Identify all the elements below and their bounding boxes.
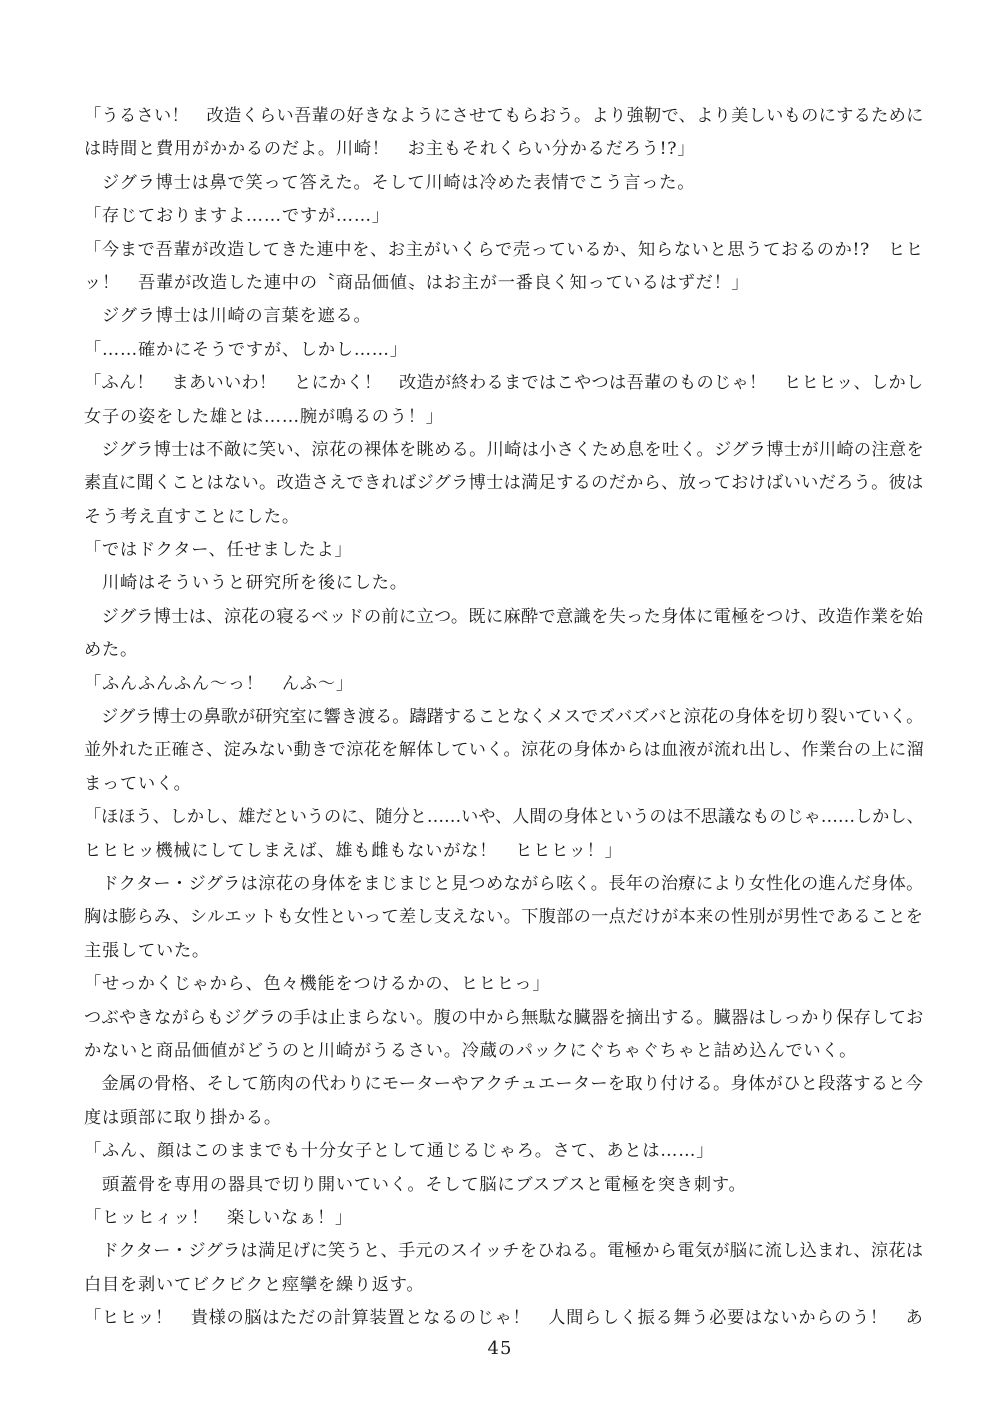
text-line: 度は頭部に取り掛かる。: [84, 1107, 282, 1128]
text-line: 主張していた。: [84, 940, 210, 961]
text-line: 金属の骨格、そして筋肉の代わりにモーターやアクチュエーターを取り付ける。身体がひと段落すると今: [84, 1074, 924, 1095]
text-line: かないと商品価値がどうのと川崎がうるさい。冷蔵のパックにぐちゃぐちゃと詰め込んでいく。: [84, 1040, 858, 1061]
page-number: 45: [487, 1338, 513, 1359]
text-line: 「今まで吾輩が改造してきた連中を、お主がいくらで売っているか、知らないと思うておるのか!? ヒヒ: [84, 239, 924, 260]
text-line: 「うるさい！ 改造くらい吾輩の好きなようにさせてもらおう。より強靭で、より美しいものにするために: [84, 106, 924, 126]
text-line: 「ふん！ まあいいわ！ とにかく！ 改造が終わるまではこやつは吾輩のものじゃ！ ヒヒヒッ、しかし: [84, 373, 924, 394]
text-line: つぶやきながらもジグラの手は止まらない。腹の中から無駄な臓器を摘出する。臓器はしっかり保存してお: [84, 1007, 924, 1028]
text-line: 頭蓋骨を専用の器具で切り開いていく。そして脳にブスブスと電極を突き刺す。: [84, 1174, 747, 1195]
text-line: まっていく。: [84, 773, 192, 794]
text-line: ヒヒヒッ機械にしてしまえば、雄も雌もないがな！ ヒヒヒッ！」: [84, 840, 623, 861]
text-line: 「……確かにそうですが、しかし……」: [84, 339, 408, 360]
text-line: ドクター・ジグラは涼花の身体をまじまじと見つめながら呟く。長年の治療により女性化の進んだ身体。: [84, 873, 924, 894]
text-line: 胸は膨らみ、シルエットも女性といって差し支えない。下腹部の一点だけが本来の性別が男性であることを: [84, 907, 924, 928]
text-line: 「ほほう、しかし、雄だというのに、随分と……いや、人間の身体というのは不思議なものじゃ……しかし、: [84, 807, 924, 828]
text-line: そう考え直すことにした。: [84, 506, 300, 527]
text-line: ジグラ博士は不敵に笑い、涼花の裸体を眺める。川崎は小さくため息を吐く。ジグラ博士が川崎の注意を: [84, 439, 924, 460]
text-line: 川崎はそういうと研究所を後にした。: [84, 573, 408, 594]
text-line: 「ヒッヒィッ！ 楽しいなぁ！」: [84, 1207, 353, 1228]
text-line: ジグラ博士は鼻で笑って答えた。そして川崎は冷めた表情でこう言った。: [84, 172, 696, 193]
text-line: めた。: [84, 640, 138, 661]
text-line: 「ふん、顔はこのままでも十分女子として通じるじゃろ。さて、あとは……」: [84, 1141, 715, 1162]
text-line: は時間と費用がかかるのだよ。川崎！ お主もそれくらい分かるだろう!?」: [84, 139, 696, 160]
text-line: 「ヒヒッ！ 貴様の脳はただの計算装置となるのじゃ！ 人間らしく振る舞う必要はないからのう！ あ: [84, 1308, 924, 1329]
text-line: 女子の姿をした雄とは……腕が鳴るのう！」: [84, 406, 444, 427]
text-line: 「せっかくじゃから、色々機能をつけるかの、ヒヒヒっ」: [84, 974, 551, 995]
text-line: ドクター・ジグラは満足げに笑うと、手元のスイッチをひねる。電極から電気が脳に流し込まれ、涼花は: [84, 1241, 924, 1262]
text-line: 「ふんふんふん〜っ！ んふ〜」: [84, 673, 354, 694]
text-line: 白目を剥いてビクビクと痙攣を繰り返す。: [84, 1274, 425, 1295]
text-line: ッ！ 吾輩が改造した連中の〝商品価値〟はお主が一番良く知っているはずだ！」: [84, 272, 750, 293]
text-line: 「存じておりますよ……ですが……」: [84, 206, 390, 227]
text-line: 「ではドクター、任せましたよ」: [84, 540, 353, 561]
body-text: [84, 100, 926, 1335]
text-line: ジグラ博士は、涼花の寝るベッドの前に立つ。既に麻酔で意識を失った身体に電極をつけ、改造作業を始: [84, 606, 924, 627]
text-line: 並外れた正確さ、淀みない動きで涼花を解体していく。涼花の身体からは血液が流れ出し、作業台の上に溜: [84, 740, 924, 761]
text-line: 素直に聞くことはない。改造さえできればジグラ博士は満足するのだから、放っておけばいいだろう。彼は: [84, 473, 924, 494]
text-line: ジグラ博士の鼻歌が研究室に響き渡る。躊躇することなくメスでズバズバと涼花の身体を切り裂いていく。: [84, 707, 924, 728]
text-line: ジグラ博士は川崎の言葉を遮る。: [84, 306, 372, 327]
